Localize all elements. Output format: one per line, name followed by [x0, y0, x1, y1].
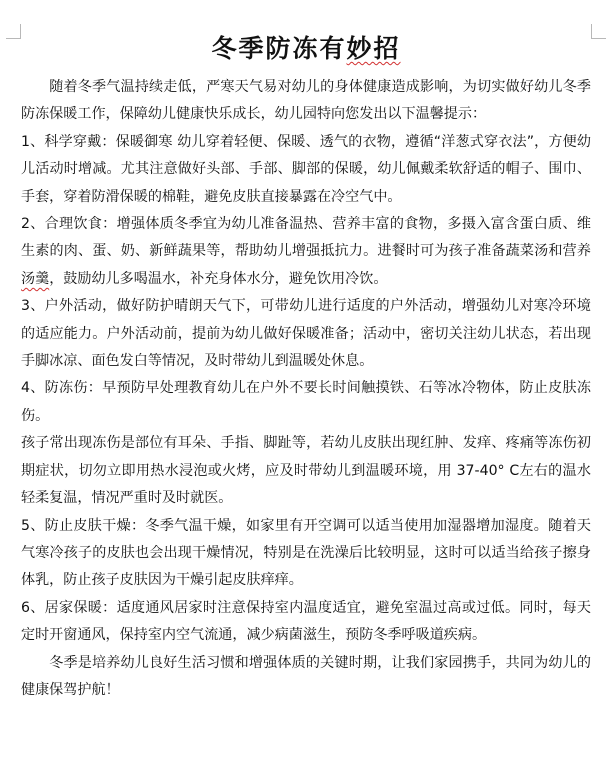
tip-frostbite-detail: 孩子常出现冻伤是部位有耳朵、手指、脚趾等，若幼儿皮肤出现红肿、发痒、疼痛等冻伤初期症状，切勿立即用热水浸泡或火烤，应及时带幼儿到温暖环境，用 37-40° C左右的温水轻柔复温，情况严重时及时就医。: [21, 435, 591, 507]
tip-diet-text: 2、合理饮食：增强体质冬季宜为幼儿准备温热、营养丰富的食物，多摄入富含蛋白质、维生素的肉、蛋、奶、新鲜蔬果等，帮助幼儿增强抵抗力。进餐时可为孩子准备蔬菜汤和营养: [21, 216, 591, 260]
tip-diet-spellcheck-word: 汤羹: [21, 270, 50, 287]
title-text: 冬季防冻有: [211, 34, 347, 63]
tip-home: 6、居家保暖：适度通风居家时注意保持室内温度适宜，避免室温过高或过低。同时，每天定时开窗通风，保持室内空气流通，减少病菌滋生，预防冬季呼吸道疾病。: [21, 599, 591, 644]
tip-outdoor: 3、户外活动，做好防护晴朗天气下，可带幼儿进行适度的户外活动，增强幼儿对寒冷环境的适应能力。户外活动前，提前为幼儿做好保暖准备；活动中，密切关注幼儿状态，若出现手脚冰凉、面色发白等情况，及时带幼儿到温暖处休息。: [21, 298, 591, 370]
closing-paragraph: 冬季是培养幼儿良好生活习惯和增强体质的关键时期，让我们家园携手，共同为幼儿的健康保驾护航！: [21, 654, 591, 698]
intro-paragraph: 随着冬季气温持续走低，严寒天气易对幼儿的身体健康造成影响，为切实做好幼儿冬季防冻保暖工作，保障幼儿健康快乐成长，幼儿园特向您发出以下温馨提示：: [21, 79, 591, 123]
tip-diet-text-end: ，鼓励幼儿多喝温水，补充身体水分，避免饮用冷饮。: [49, 270, 388, 287]
document-title: [21, 32, 591, 66]
tip-clothing: 1、科学穿戴：保暖御寒 幼儿穿着轻便、保暖、透气的衣物，遵循“洋葱式穿衣法”，方便幼儿活动时增减。尤其注意做好头部、手部、脚部的保暖，幼儿佩戴柔软舒适的帽子、围巾、手套，穿着防滑保暖的棉鞋，避免皮肤直接暴露在冷空气中。: [21, 133, 591, 205]
tip-diet: [21, 211, 591, 293]
margin-corner-marker: [6, 24, 21, 39]
tip-skin: 5、防止皮肤干燥：冬季气温干燥，如家里有开空调可以适当使用加湿器增加湿度。随着天气寒冷孩子的皮肤也会出现干燥情况，特别是在洗澡后比较明显，这时可以适当给孩子擦身体乳，防止孩子皮肤因为干燥引起皮肤痒痒。: [21, 517, 591, 589]
title-spellcheck-word: 妙招: [346, 34, 401, 63]
margin-corner-marker: [591, 24, 606, 39]
tip-frostbite: 4、防冻伤：早预防早处理教育幼儿在户外不要长时间触摸铁、石等冰冷物体，防止皮肤冻伤。: [21, 380, 591, 424]
document-body: [21, 32, 591, 704]
